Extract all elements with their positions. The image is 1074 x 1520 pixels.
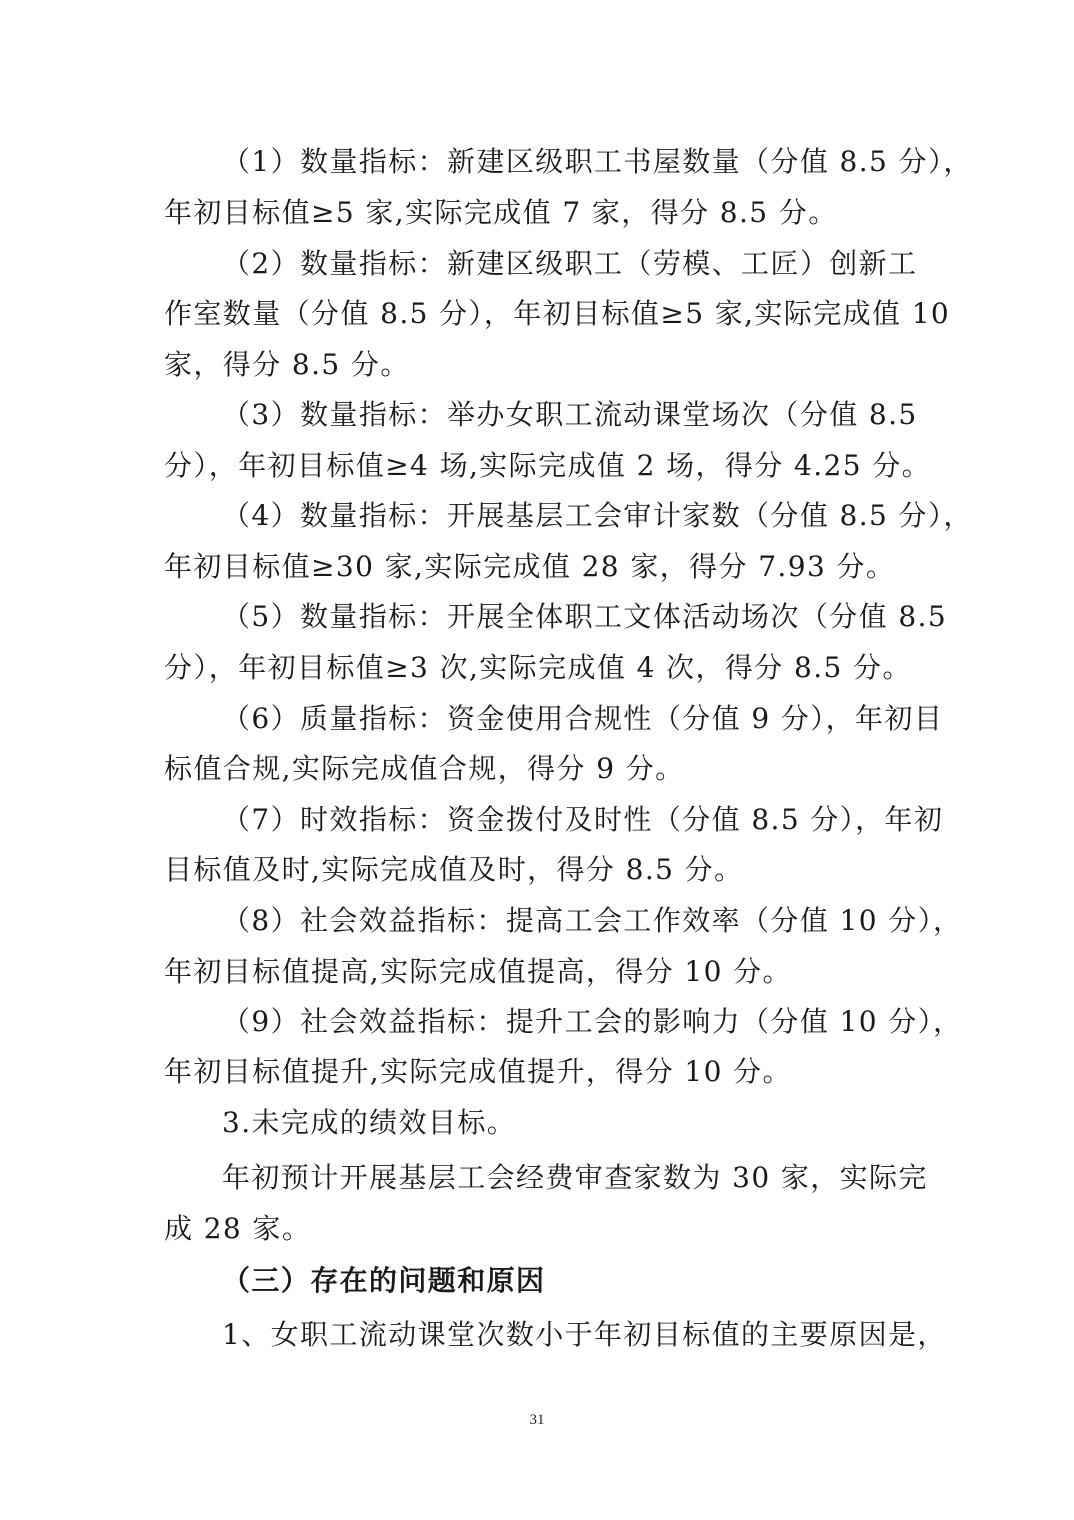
text-line: （5）数量指标：开展全体职工文体活动场次（分值 8.5 bbox=[222, 600, 948, 633]
text-line: 年初目标值≥30 家,实际完成值 28 家，得分 7.93 分。 bbox=[164, 550, 896, 583]
text-line: （6）质量指标：资金使用合规性（分值 9 分），年初目 bbox=[222, 702, 944, 735]
text-line: 家，得分 8.5 分。 bbox=[164, 348, 410, 381]
text-line: （2）数量指标：新建区级职工（劳模、工匠）创新工 bbox=[222, 247, 918, 280]
text-line: 1、女职工流动课堂次数小于年初目标值的主要原因是， bbox=[222, 1318, 947, 1351]
text-line: （4）数量指标：开展基层工会审计家数（分值 8.5 分）， bbox=[222, 499, 973, 532]
section-subheading: 3.未完成的绩效目标。 bbox=[222, 1106, 517, 1139]
text-line: （7）时效指标：资金拨付及时性（分值 8.5 分），年初 bbox=[222, 803, 944, 836]
text-line: （9）社会效益指标：提升工会的影响力（分值 10 分）， bbox=[222, 1005, 963, 1038]
text-line: （3）数量指标：举办女职工流动课堂场次（分值 8.5 bbox=[222, 398, 918, 431]
text-line: （8）社会效益指标：提高工会工作效率（分值 10 分）， bbox=[222, 904, 963, 937]
text-line: 目标值及时,实际完成值及时，得分 8.5 分。 bbox=[164, 853, 744, 886]
text-line: 年初目标值提高,实际完成值提高，得分 10 分。 bbox=[164, 955, 792, 988]
text-line: 作室数量（分值 8.5 分），年初目标值≥5 家,实际完成值 10 bbox=[164, 297, 951, 330]
text-line: （1）数量指标：新建区级职工书屋数量（分值 8.5 分）， bbox=[222, 145, 973, 178]
text-line: 年初目标值≥5 家,实际完成值 7 家，得分 8.5 分。 bbox=[164, 196, 838, 229]
text-line: 年初目标值提升,实际完成值提升，得分 10 分。 bbox=[164, 1055, 792, 1088]
text-line: 标值合规,实际完成值合规，得分 9 分。 bbox=[164, 752, 685, 785]
text-line: 分），年初目标值≥3 次,实际完成值 4 次，得分 8.5 分。 bbox=[164, 651, 912, 684]
page-number: 31 bbox=[529, 1412, 545, 1428]
section-heading: （三）存在的问题和原因 bbox=[222, 1264, 546, 1297]
text-line: 年初预计开展基层工会经费审查家数为 30 家，实际完 bbox=[222, 1161, 928, 1194]
text-line: 成 28 家。 bbox=[164, 1212, 312, 1245]
text-line: 分），年初目标值≥4 场,实际完成值 2 场，得分 4.25 分。 bbox=[164, 449, 932, 482]
